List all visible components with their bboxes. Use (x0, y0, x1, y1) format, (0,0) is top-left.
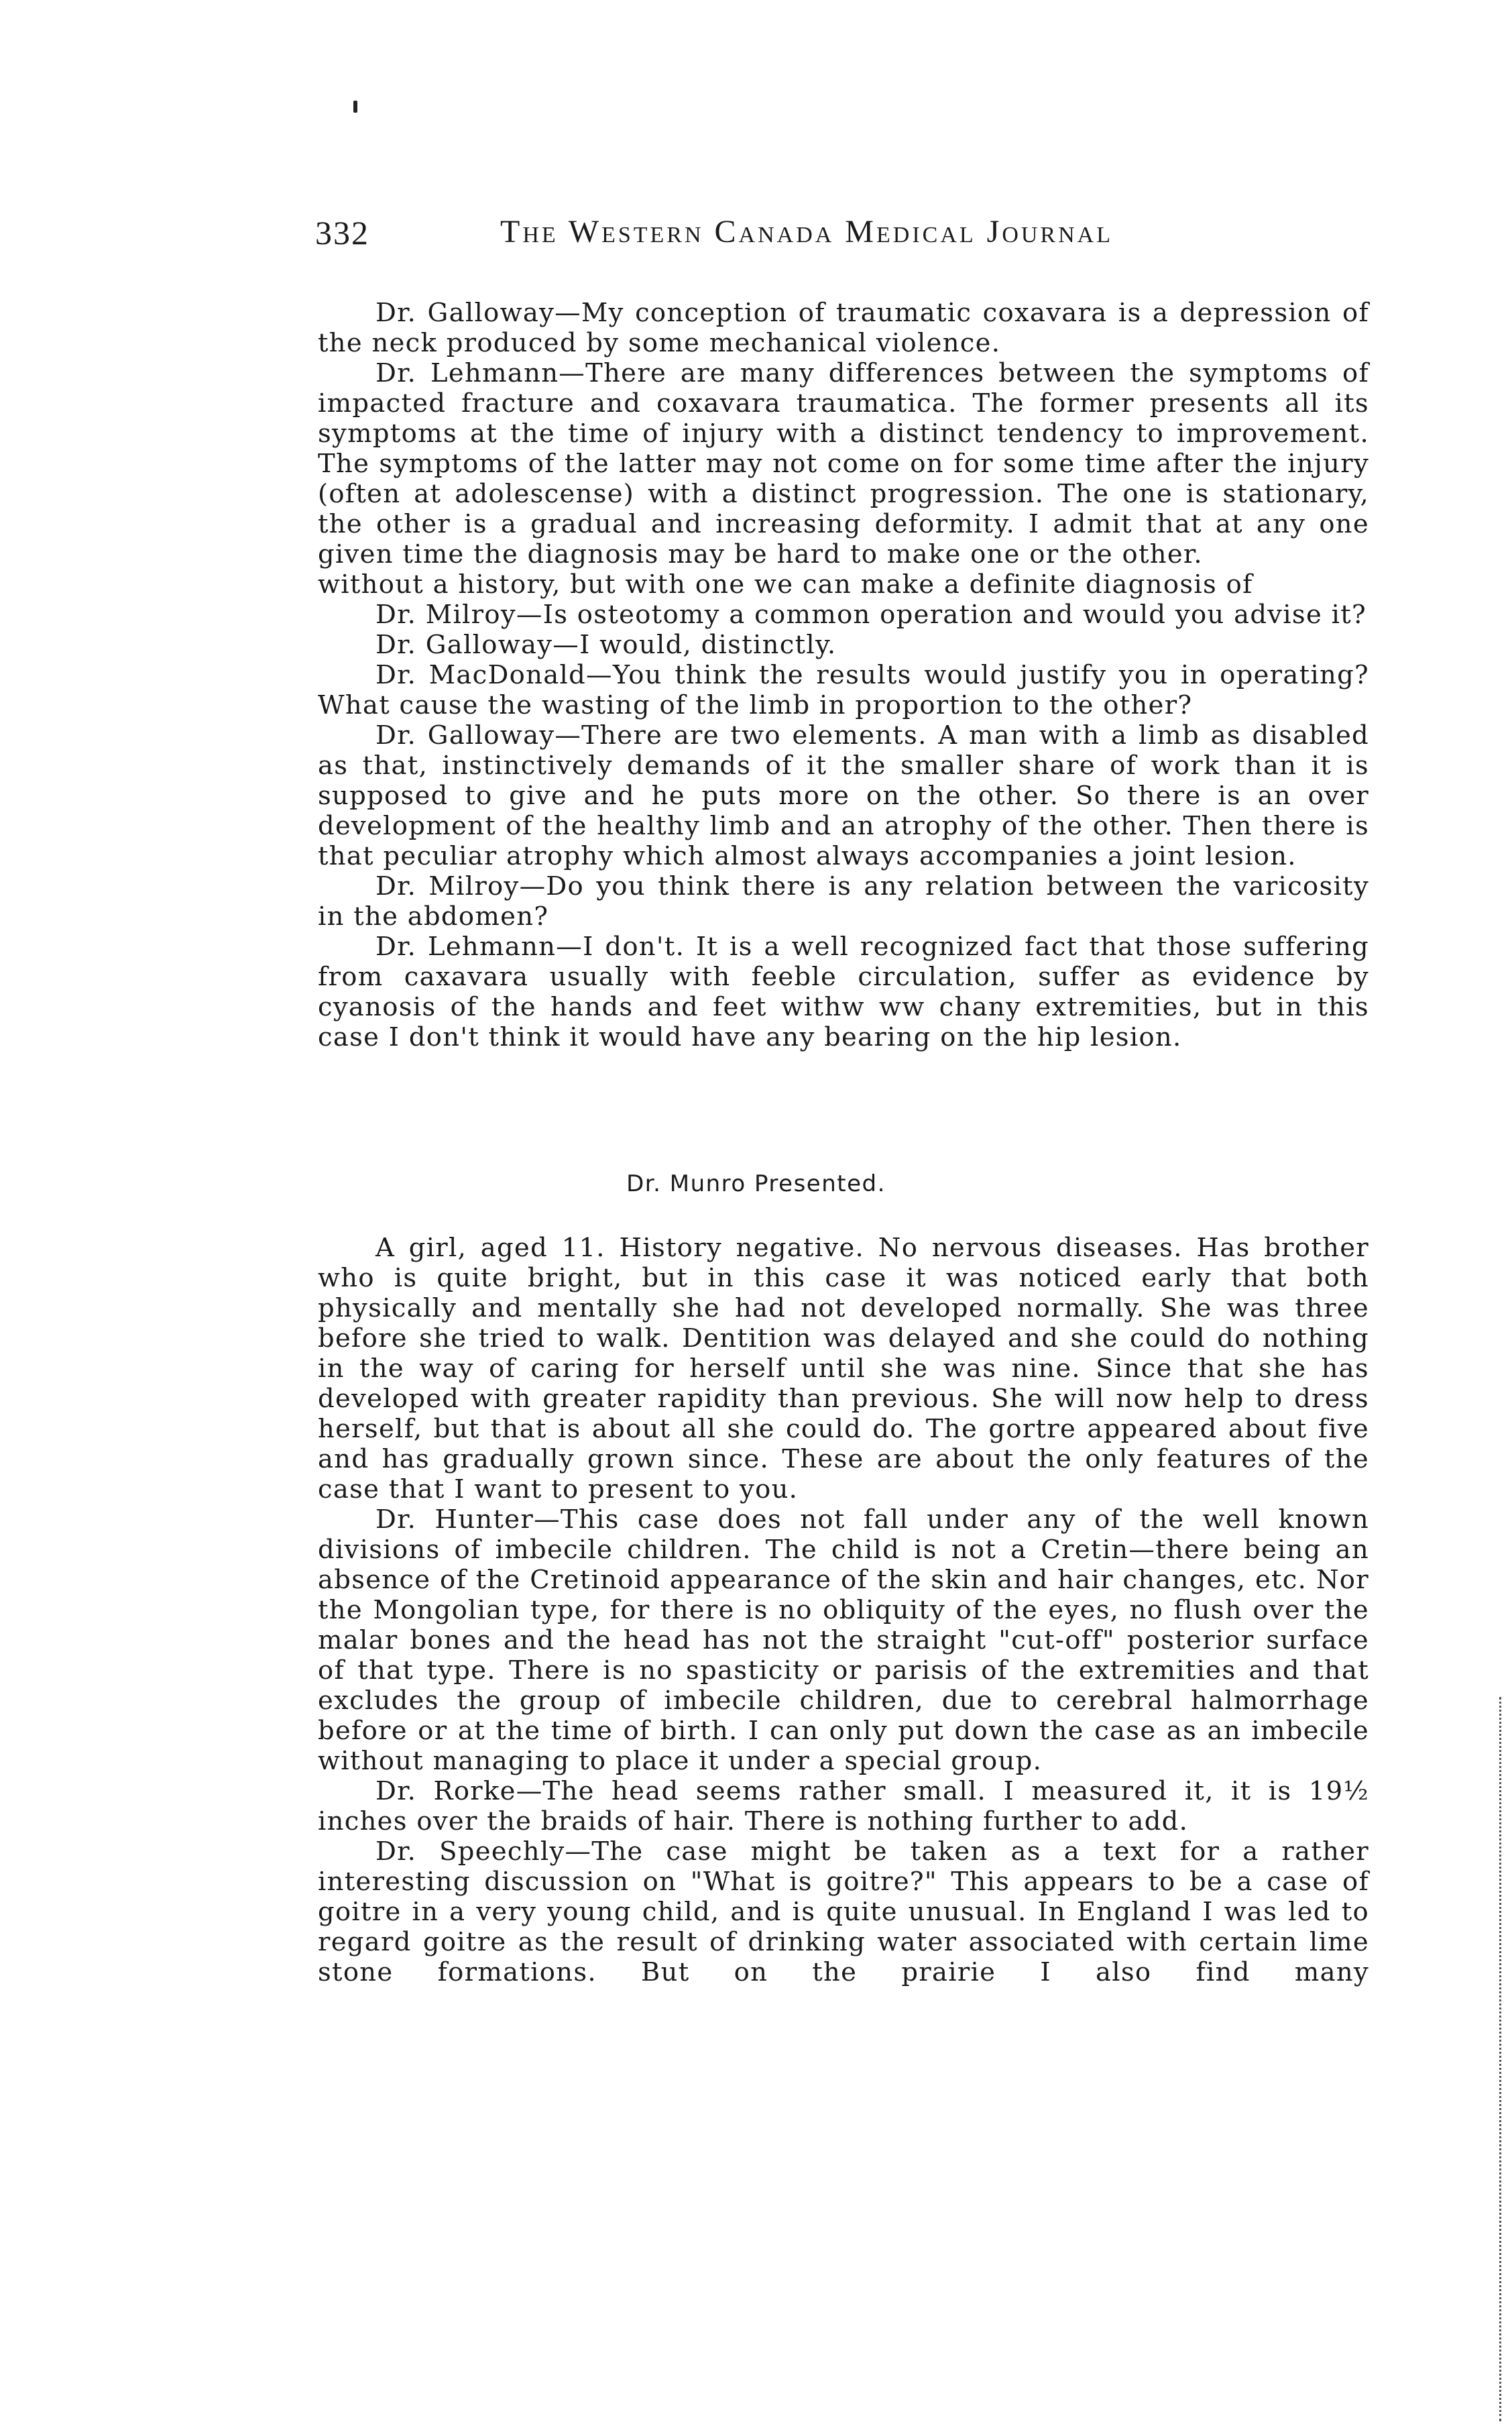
paragraph: Dr. Rorke—The head seems rather small. I measured it, it is 19½ inches over the braids of hair. There is nothing further to add. (318, 1776, 1369, 1836)
paragraph: A girl, aged 11. History negative. No nervous diseases. Has brother who is quite bright, but in this case it was noticed early that both physically and mentally she had not developed normally. She was three before she tried to walk. Dentition was delayed and she could do nothing in the way of caring for herself until she was nine. Since that she has developed with greater rapidity than previous. She will now help to dress herself, but that is about all she could do. The gortre appeared about five and has gradually grown since. These are about the only features of the case that I want to present to you. (318, 1233, 1369, 1504)
paragraph: Dr. Lehmann—There are many differences between the symptoms of impacted fracture and coxavara traumatica. The former presents all its symptoms at the time of injury with a distinct tendency to improvement. The symptoms of the latter may not come on for some time after the injury (often at adolescense) with a distinct progression. The one is stationary, the other is a gradual and increasing deformity. I admit that at any one given time the diagnosis may be hard to make one or the other. (318, 358, 1369, 569)
page-header (315, 213, 1234, 260)
page-edge-rule (1499, 1697, 1501, 2421)
case-presentation-text (318, 1233, 1369, 1987)
discussion-text (318, 298, 1369, 1052)
journal-running-title: The Western Canada Medical Journal (500, 214, 1113, 250)
section-heading: Dr. Munro Presented. (626, 1170, 886, 1197)
paragraph: Dr. Galloway—My conception of traumatic coxavara is a depression of the neck produced by some mechanical violence. (318, 298, 1369, 358)
paragraph: without a history, but with one we can make a definite diagnosis of (318, 569, 1253, 600)
paragraph: Dr. Lehmann—I don't. It is a well recognized fact that those suffering from caxavara usually with feeble circulation, suffer as evidence by cyanosis of the hands and feet withw ww chany extremities, but in this case I don't think it would have any bearing on the hip lesion. (318, 932, 1369, 1052)
paragraph: Dr. Galloway—There are two elements. A man with a limb as disabled as that, instinctively demands of it the smaller share of work than it is supposed to give and he puts more on the other. So there is an over development of the healthy limb and an atrophy of the other. Then there is that peculiar atrophy which almost always accompanies a joint lesion. (318, 720, 1369, 871)
paragraph: Dr. Milroy—Is osteotomy a common operation and would you advise it? (375, 600, 1366, 630)
paragraph: Dr. Speechly—The case might be taken as a text for a rather interesting discussion on "What is goitre?" This appears to be a case of goitre in a very young child, and is quite unusual. In England I was led to regard goitre as the result of drinking water associated with certain lime stone formations. But on the prairie I also find many (318, 1836, 1369, 1987)
paragraph: Dr. Milroy—Do you think there is any relation between the varicosity in the abdomen? (318, 871, 1369, 932)
print-speck (353, 101, 357, 113)
page-number: 332 (315, 214, 369, 252)
paragraph: Dr. Hunter—This case does not fall under any of the well known divisions of imbecile children. The child is not a Cretin—there being an absence of the Cretinoid appearance of the skin and hair changes, etc. Nor the Mongolian type, for there is no obliquity of the eyes, no flush over the malar bones and the head has not the straight "cut-off" posterior surface of that type. There is no spasticity or parisis of the extremities and that excludes the group of imbecile children, due to cerebral halmorrhage before or at the time of birth. I can only put down the case as an imbecile without managing to place it under a special group. (318, 1504, 1369, 1776)
paragraph: Dr. Galloway—I would, distinctly. (375, 630, 837, 660)
paragraph: Dr. MacDonald—You think the results would justify you in operating? What cause the wasting of the limb in proportion to the other? (318, 660, 1369, 720)
